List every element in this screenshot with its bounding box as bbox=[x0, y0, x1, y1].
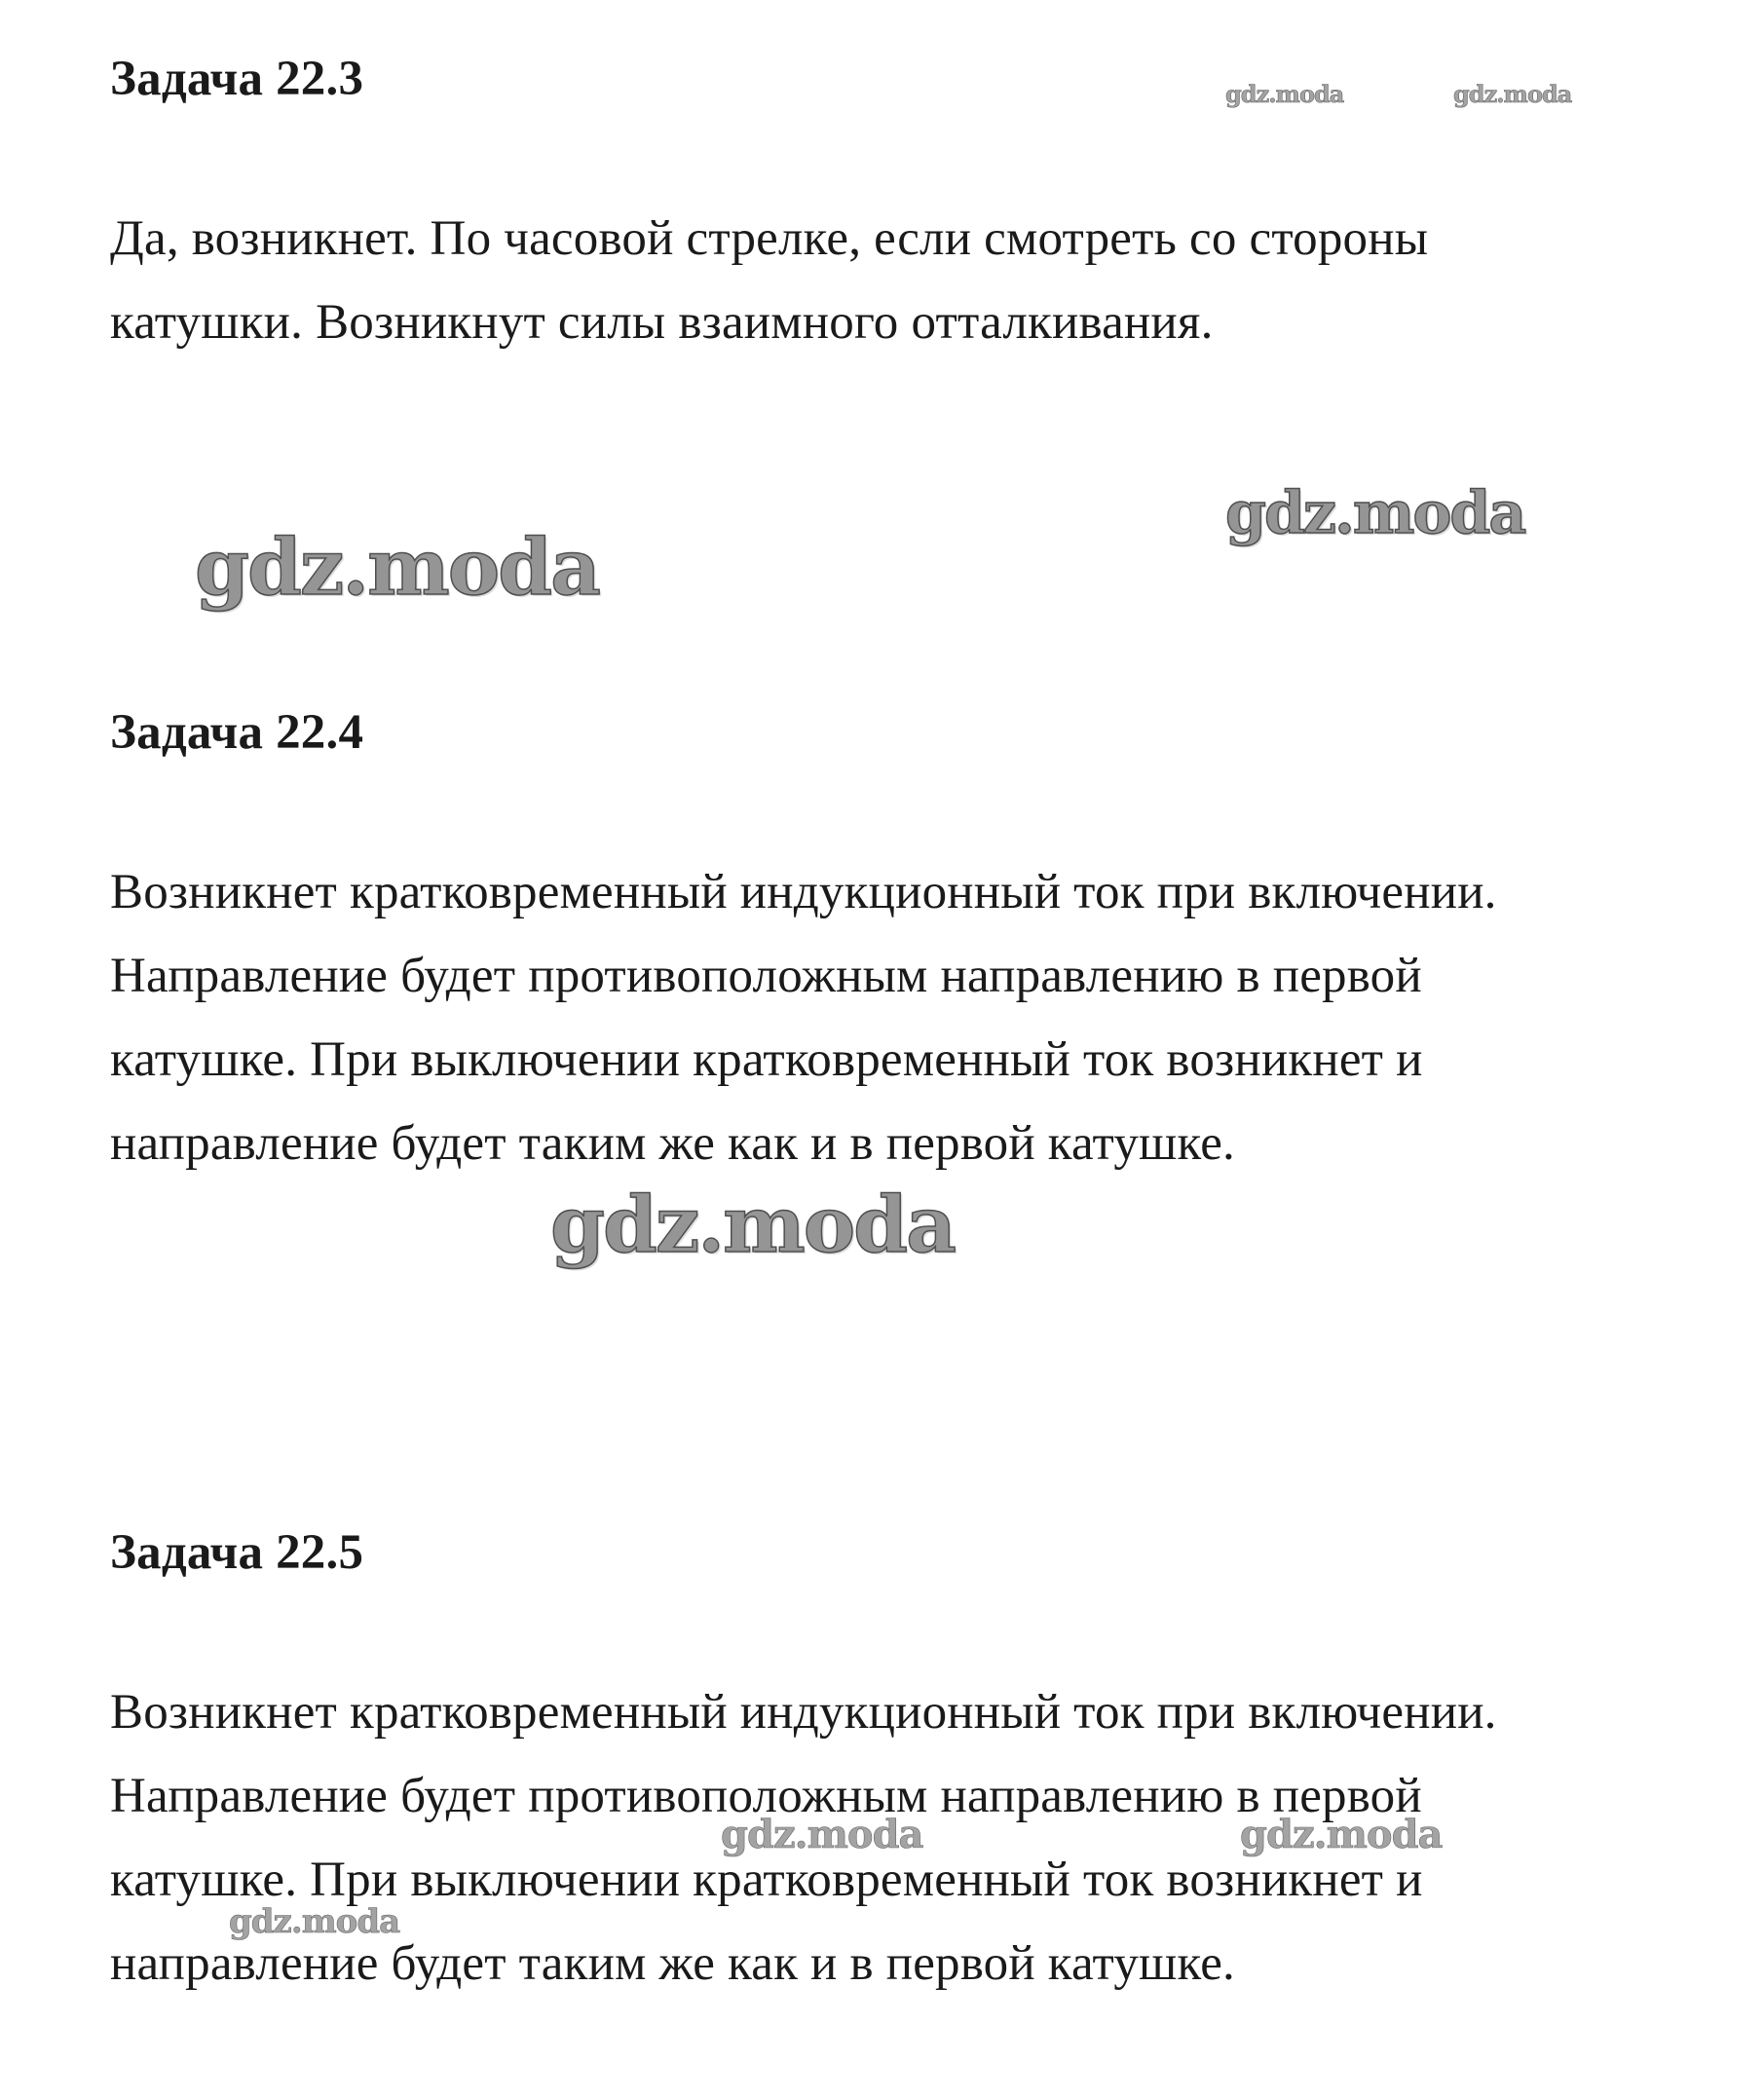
answer-line: Возникнет кратковременный индукционный ток при включении. bbox=[110, 865, 1497, 919]
answer-line: катушке. При выключении кратковременный ток возникнет и bbox=[110, 1853, 1423, 1907]
task-answer-22-4 bbox=[110, 850, 1708, 1185]
answer-line: катушке. При выключении кратковременный ток возникнет и bbox=[110, 1032, 1423, 1087]
watermark: gdz.moda bbox=[1225, 80, 1344, 108]
watermark: gdz.moda bbox=[1453, 80, 1572, 108]
watermark: gdz.moda bbox=[721, 1812, 923, 1857]
task-answer-22-5 bbox=[110, 1670, 1708, 2005]
answer-line: Возникнет кратковременный индукционный ток при включении. bbox=[110, 1685, 1497, 1740]
answer-line: Да, возникнет. По часовой стрелке, если смотреть со стороны bbox=[110, 211, 1429, 266]
task-answer-22-3 bbox=[110, 197, 1708, 364]
answer-line: направление будет таким же как и в первой катушке. bbox=[110, 1116, 1236, 1171]
watermark: gdz.moda bbox=[1225, 479, 1525, 547]
answer-line: Направление будет противоположным направлению в первой bbox=[110, 949, 1422, 1003]
watermark: gdz.moda bbox=[229, 1902, 400, 1941]
task-title-22-5: Задача 22.5 bbox=[110, 1525, 364, 1580]
answer-line: катушки. Возникнут силы взаимного отталкивания. bbox=[110, 295, 1214, 350]
task-title-22-3: Задача 22.3 bbox=[110, 52, 364, 106]
watermark: gdz.moda bbox=[195, 521, 599, 613]
answer-line: направление будет таким же как и в первой катушке. bbox=[110, 1936, 1236, 1991]
task-title-22-4: Задача 22.4 bbox=[110, 705, 364, 760]
watermark: gdz.moda bbox=[1240, 1812, 1443, 1857]
watermark: gdz.moda bbox=[550, 1179, 955, 1270]
answer-line: Направление будет противоположным направлению в первой bbox=[110, 1769, 1422, 1823]
